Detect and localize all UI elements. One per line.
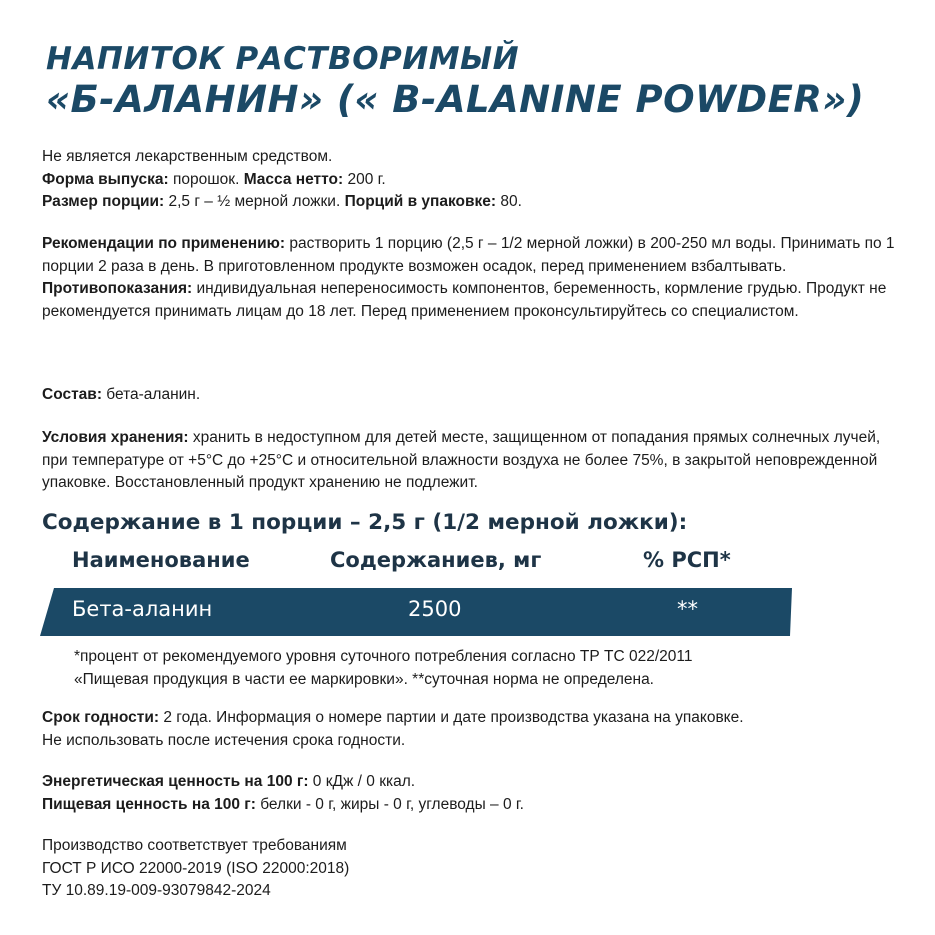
storage-text: хранить в недоступном для детей месте, защищенном от попадания прямых солнечных лучей, при температуре от +5°С до +25°С и относительной влажности воздуха не более 75%, в закрытой неповрежденной упаковке. Восстановленный продукт хранению не подлежит. <box>42 429 881 491</box>
intro-block <box>42 146 902 214</box>
nutrition-line <box>42 794 902 817</box>
production-block <box>42 835 902 903</box>
energy-label: Энергетическая ценность на 100 г: <box>42 773 309 790</box>
portion-label: Размер порции: <box>42 193 165 210</box>
energy-text: 0 кДж / 0 ккал. <box>308 773 416 790</box>
portion-line <box>42 191 902 214</box>
usage-text: растворить 1 порцию (2,5 г – 1/2 мерной ложки) в 200-250 мл воды. Принимать по 1 порции 2 раза в день. В приготовленном продукте возможен осадок, перед применением взбалтывать. <box>42 235 895 275</box>
production-line-2: ГОСТ Р ИСО 22000-2019 (ISO 22000:2018) <box>42 859 350 877</box>
storage-label: Условия хранения: <box>42 429 189 446</box>
header-name: Наименование <box>72 548 250 572</box>
production-line-1: Производство соответствует требованиям <box>42 837 347 854</box>
row-content: 2500 <box>408 597 462 621</box>
nutrition-label: Пищевая ценность на 100 г: <box>42 795 256 813</box>
contra-label: Противопоказания: <box>42 280 193 297</box>
composition-paragraph <box>42 384 902 407</box>
product-title <box>46 40 864 122</box>
shelf-label: Срок годности: <box>42 709 160 726</box>
row-name: Бета-аланин <box>72 597 213 621</box>
energy-block <box>42 771 902 816</box>
table-title: Содержание в 1 порции – 2,5 г (1/2 мерной ложки): <box>42 510 688 535</box>
title-line-1: НАПИТОК РАСТВОРИМЫЙ <box>46 41 520 77</box>
shelf-text: 2 года. Информация о номере партии и дате производства указана на упаковке. <box>159 709 744 726</box>
row-rsp: ** <box>677 597 698 621</box>
contra-text: индивидуальная непереносимость компонентов, беременность, кормление грудью. Продукт не рекомендуется принимать лицам до 18 лет. Перед применением проконсультируйтесь со специалистом. <box>42 280 887 320</box>
portion-value: 2,5 г – ½ мерной ложки. <box>164 193 345 210</box>
nutrition-text: белки - 0 г, жиры - 0 г, углеводы – 0 г. <box>255 795 524 813</box>
production-line-3: ТУ 10.89.19-009-93079842-2024 <box>42 882 271 899</box>
usage-paragraph <box>42 233 902 278</box>
count-label: Порций в упаковке: <box>344 193 497 210</box>
form-value: порошок. <box>168 170 244 188</box>
shelf-line-2: Не использовать после истечения срока годности. <box>42 731 406 749</box>
shelf-block <box>42 707 902 752</box>
title-line-2: «Б-АЛАНИН» (« B-ALANINE POWDER») <box>46 78 865 121</box>
composition-text: бета-аланин. <box>101 386 201 403</box>
count-value: 80. <box>496 193 522 210</box>
shelf-line-1 <box>42 707 902 730</box>
mass-value: 200 г. <box>343 170 386 188</box>
composition-label: Состав: <box>42 386 102 403</box>
storage-paragraph <box>42 427 902 495</box>
form-line <box>42 169 902 192</box>
storage-block <box>42 427 902 495</box>
footnote-line-2: «Пищевая продукция в части ее маркировки». **суточная норма не определена. <box>74 670 654 688</box>
mass-label: Масса нетто: <box>243 170 344 188</box>
form-label: Форма выпуска: <box>42 170 169 188</box>
energy-line <box>42 771 902 794</box>
not-medicine-note: Не является лекарственным средством. <box>42 148 333 165</box>
header-content: Содержаниев, мг <box>330 548 542 572</box>
footnote-line-1: *процент от рекомендуемого уровня суточного потребления согласно ТР ТС 022/2011 <box>74 648 693 665</box>
contra-paragraph <box>42 278 902 323</box>
footnote <box>74 646 693 691</box>
usage-block <box>42 233 902 323</box>
composition-block <box>42 384 902 407</box>
header-rsp: % РСП* <box>643 548 731 572</box>
usage-label: Рекомендации по применению: <box>42 235 286 252</box>
